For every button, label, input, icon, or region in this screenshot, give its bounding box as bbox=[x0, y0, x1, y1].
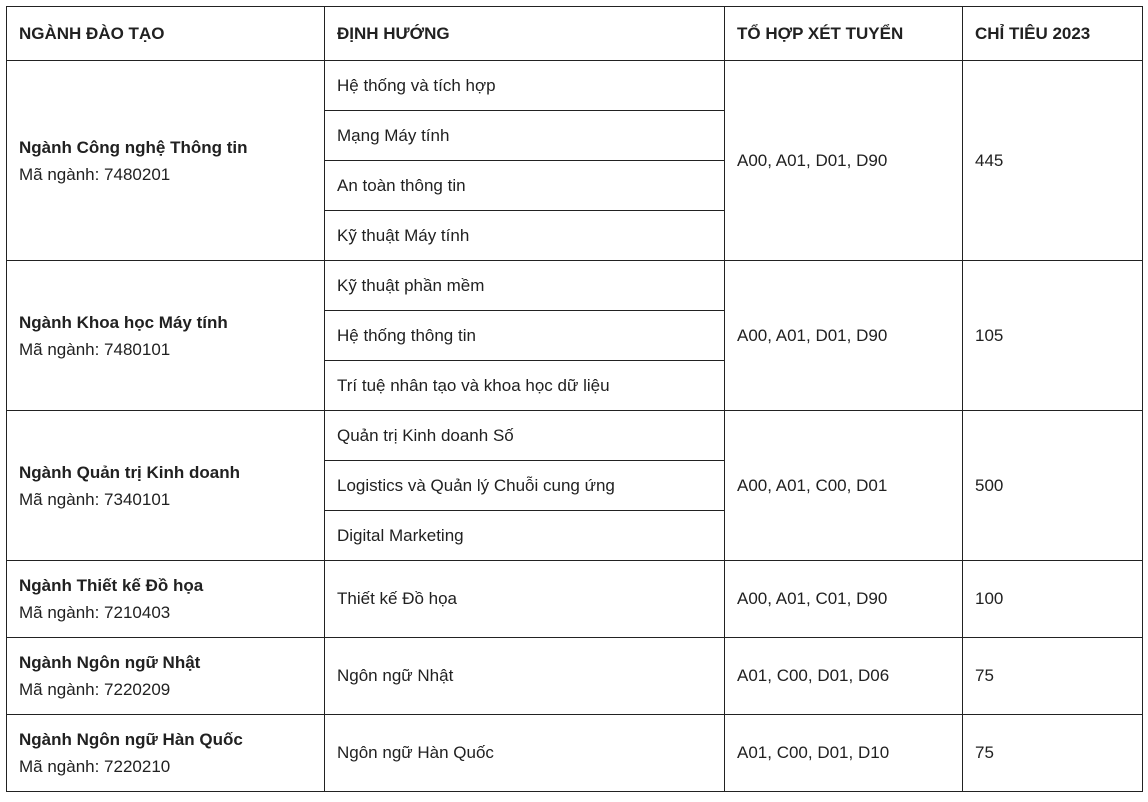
header-quota: CHỈ TIÊU 2023 bbox=[963, 7, 1143, 61]
orientation-cell: Kỹ thuật Máy tính bbox=[325, 211, 725, 261]
orientation-cell: An toàn thông tin bbox=[325, 161, 725, 211]
subjects-cell: A01, C00, D01, D06 bbox=[725, 638, 963, 715]
major-name: Ngành Ngôn ngữ Nhật bbox=[19, 653, 201, 672]
major-name: Ngành Thiết kế Đồ họa bbox=[19, 576, 204, 595]
subjects-cell: A00, A01, D01, D90 bbox=[725, 261, 963, 411]
table-header-row bbox=[7, 7, 1143, 61]
major-name: Ngành Quản trị Kinh doanh bbox=[19, 462, 240, 482]
quota-cell: 445 bbox=[963, 61, 1143, 261]
table-row bbox=[7, 411, 1143, 461]
orientation-cell: Kỹ thuật phần mềm bbox=[325, 261, 725, 311]
subjects-cell: A00, A01, C00, D01 bbox=[725, 411, 963, 561]
subjects-cell: A00, A01, D01, D90 bbox=[725, 61, 963, 261]
header-orientation: ĐỊNH HƯỚNG bbox=[325, 7, 725, 61]
table-row bbox=[7, 638, 1143, 715]
orientation-cell: Logistics và Quản lý Chuỗi cung ứng bbox=[325, 461, 725, 511]
major-name: Ngành Khoa học Máy tính bbox=[19, 312, 228, 332]
major-name: Ngành Công nghệ Thông tin bbox=[19, 137, 248, 157]
major-code: Mã ngành: 7480201 bbox=[19, 164, 171, 184]
orientation-cell: Mạng Máy tính bbox=[325, 111, 725, 161]
major-cell bbox=[7, 411, 325, 561]
table-row bbox=[7, 715, 1143, 792]
orientation-cell: Digital Marketing bbox=[325, 511, 725, 561]
table-row bbox=[7, 561, 1143, 638]
major-code: Mã ngành: 7220210 bbox=[19, 757, 171, 776]
header-major: NGÀNH ĐÀO TẠO bbox=[7, 7, 325, 61]
orientation-cell: Ngôn ngữ Nhật bbox=[325, 638, 725, 715]
quota-cell: 75 bbox=[963, 638, 1143, 715]
header-subjects: TỔ HỢP XÉT TUYỂN bbox=[725, 7, 963, 61]
major-cell bbox=[7, 61, 325, 261]
major-code: Mã ngành: 7480101 bbox=[19, 339, 171, 359]
major-name: Ngành Ngôn ngữ Hàn Quốc bbox=[19, 730, 243, 749]
subjects-cell: A00, A01, C01, D90 bbox=[725, 561, 963, 638]
major-cell bbox=[7, 261, 325, 411]
quota-cell: 100 bbox=[963, 561, 1143, 638]
orientation-cell: Trí tuệ nhân tạo và khoa học dữ liệu bbox=[325, 361, 725, 411]
major-code: Mã ngành: 7220209 bbox=[19, 680, 171, 699]
major-cell bbox=[7, 715, 325, 792]
quota-cell: 500 bbox=[963, 411, 1143, 561]
major-code: Mã ngành: 7210403 bbox=[19, 603, 171, 622]
orientation-cell: Hệ thống thông tin bbox=[325, 311, 725, 361]
major-cell bbox=[7, 638, 325, 715]
table-row bbox=[7, 61, 1143, 111]
quota-cell: 75 bbox=[963, 715, 1143, 792]
orientation-cell: Ngôn ngữ Hàn Quốc bbox=[325, 715, 725, 792]
orientation-cell: Thiết kế Đồ họa bbox=[325, 561, 725, 638]
admissions-table bbox=[6, 6, 1143, 792]
table-row bbox=[7, 261, 1143, 311]
major-code: Mã ngành: 7340101 bbox=[19, 489, 171, 509]
orientation-cell: Hệ thống và tích hợp bbox=[325, 61, 725, 111]
orientation-cell: Quản trị Kinh doanh Số bbox=[325, 411, 725, 461]
major-cell bbox=[7, 561, 325, 638]
quota-cell: 105 bbox=[963, 261, 1143, 411]
subjects-cell: A01, C00, D01, D10 bbox=[725, 715, 963, 792]
